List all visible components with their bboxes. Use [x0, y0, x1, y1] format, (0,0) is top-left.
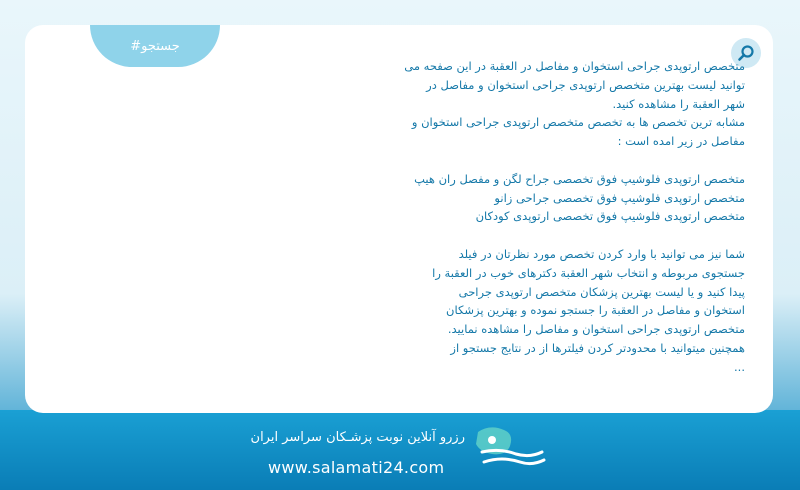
content-card [25, 25, 773, 413]
specialty-link[interactable]: متخصص ارتوپدی فلوشیپ فوق تخصصی ارتوپدی کودکان [475, 209, 745, 224]
ellipsis: ... [734, 359, 745, 374]
intro-line: مشابه ترین تخصص ها به تخصص متخصص ارتوپدی جراحی استخوان و [411, 115, 745, 130]
salamati-logo-icon [470, 422, 550, 478]
search-tag[interactable]: #جستجو [90, 25, 220, 67]
info-line: شما نیز می توانید با وارد کردن تخصص مورد نظرتان در فیلد [458, 246, 745, 261]
info-line: پیدا کنید و یا لیست بهترین پزشکان متخصص ارتوپدی جراحی [458, 284, 745, 299]
description-text [325, 57, 745, 377]
specialty-link[interactable]: متخصص ارتوپدی فلوشیپ فوق تخصصی جراح لگن و مفصل ران هیپ [414, 171, 745, 186]
footer-url[interactable]: www.salamati24.com [268, 458, 445, 477]
info-line: استخوان و مفاصل در العقبة را جستجو نموده و بهترین پزشکان [446, 303, 745, 318]
info-line: متخصص ارتوپدی جراحی استخوان و مفاصل را مشاهده نمایید. [447, 322, 745, 337]
intro-line: متخصص ارتوپدی جراحی استخوان و مفاصل در العقبة در این صفحه می [404, 59, 745, 73]
footer-band [0, 410, 800, 490]
intro-line: مفاصل در زیر امده است : [617, 134, 745, 149]
specialty-link[interactable]: متخصص ارتوپدی فلوشیپ فوق تخصصی جراحی زانو [494, 190, 745, 205]
info-line: جستجوی مربوطه و انتخاب شهر العقبة دکترهای خوب در العقبة را [432, 265, 745, 280]
footer-slogan: رزرو آنلاین نوبت پزشـکان سراسر ایران [250, 430, 465, 445]
intro-line: توانید لیست بهترین متخصص ارتوپدی جراحی استخوان و مفاصل در [426, 77, 745, 92]
info-line: همچنین میتوانید با محدودتر کردن فیلترها از در نتایج جستجو از [450, 340, 745, 355]
intro-line: شهر العقبة را مشاهده کنید. [612, 96, 745, 111]
